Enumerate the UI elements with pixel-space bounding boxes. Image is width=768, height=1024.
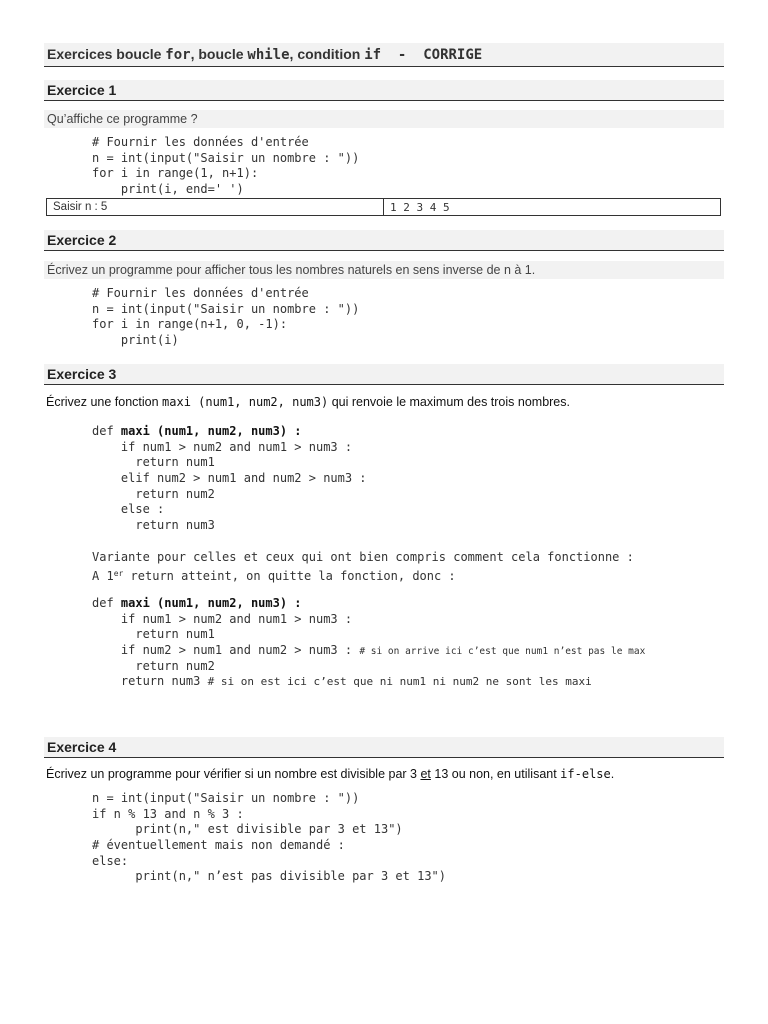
code-comment: # si on est ici c’est que ni num1 ni num2 ne sont les maxi	[207, 675, 592, 689]
variant-line: Variante pour celles et ceux qui ont bien compris comment cela fonctionne :	[92, 550, 634, 564]
code-line	[92, 674, 645, 690]
question-text: Écrivez une fonction	[46, 395, 163, 409]
table-row	[47, 199, 721, 216]
title-keyword-for: for	[165, 47, 191, 63]
variant-text: return atteint, on quitte la fonction, donc :	[123, 568, 456, 583]
code-line: for i in range(n+1, 0, -1):	[92, 317, 288, 332]
exercise-3-code-b	[92, 596, 645, 690]
code-line: n = int(input("Saisir un nombre : "))	[92, 301, 360, 316]
code-line: n = int(input("Saisir un nombre : "))	[92, 150, 360, 165]
result-output-cell: 1 2 3 4 5	[384, 199, 721, 216]
exercise-3-variant-text	[92, 550, 634, 581]
question-text: .	[610, 767, 615, 781]
exercise-3-question	[46, 393, 570, 411]
code-line: # Fournir les données d'entrée	[92, 135, 309, 149]
code-text: if num2 > num1 and num2 > num3 :	[92, 643, 360, 658]
title-keyword-while: while	[247, 47, 290, 63]
title-corrige: - CORRIGE	[381, 47, 483, 63]
code-line: return num1	[92, 455, 215, 470]
question-text: 13 ou non, en utilisant	[430, 767, 561, 781]
code-line: print(i)	[92, 333, 179, 348]
code-line: print(i, end=' ')	[92, 182, 244, 197]
exercise-2-code	[92, 286, 359, 349]
code-line	[92, 424, 367, 440]
code-line: else :	[92, 502, 165, 517]
variant-superscript: er	[113, 568, 124, 578]
title-text-2: , boucle	[190, 46, 248, 62]
exercise-4-question	[46, 765, 614, 783]
code-line: else:	[92, 853, 129, 868]
code-line: if num1 > num2 and num1 > num3 :	[92, 611, 353, 626]
code-line: elif num2 > num1 and num2 > num3 :	[92, 471, 367, 486]
code-line: return num3	[92, 518, 215, 533]
question-code: maxi (num1, num2, num3)	[162, 395, 329, 409]
question-text: Écrivez un programme pour vérifier si un nombre est divisible par 3	[46, 767, 421, 781]
exercise-1-code	[92, 135, 359, 198]
variant-text: A 1	[92, 568, 114, 583]
title-text-3: , condition	[289, 46, 365, 62]
code-def-line: def maxi (num1, num2, num3) :	[92, 424, 302, 438]
exercise-2-question: Écrivez un programme pour afficher tous les nombres naturels en sens inverse de n à 1.	[44, 261, 724, 279]
code-line: def maxi (num1, num2, num3) :	[92, 596, 302, 610]
document-title	[44, 43, 724, 67]
question-underlined: et	[420, 767, 431, 781]
exercise-4-heading: Exercice 4	[44, 737, 724, 758]
code-line: # éventuellement mais non demandé :	[92, 838, 345, 853]
code-line: return num2	[92, 486, 215, 501]
code-comment: # si on arrive ici c’est que num1 n’est pas le max	[359, 646, 646, 658]
exercise-4-code	[92, 791, 446, 885]
variant-line	[92, 566, 634, 582]
exercise-3-heading: Exercice 3	[44, 364, 724, 385]
title-keyword-if: if	[364, 47, 382, 63]
exercise-3-code-a	[92, 424, 367, 534]
code-line: return num1	[92, 627, 215, 642]
exercise-2-heading: Exercice 2	[44, 230, 724, 251]
code-line: if num1 > num2 and num1 > num3 :	[92, 439, 353, 454]
code-line: for i in range(1, n+1):	[92, 166, 259, 181]
exercise-1-heading: Exercice 1	[44, 80, 724, 101]
code-line	[92, 643, 645, 659]
title-text-1: Exercices boucle	[47, 46, 166, 62]
code-line: print(n," est divisible par 3 et 13")	[92, 822, 403, 837]
code-line: n = int(input("Saisir un nombre : "))	[92, 791, 360, 805]
code-text: return num3	[92, 674, 208, 689]
code-line: return num2	[92, 658, 215, 673]
question-text: qui renvoie le maximum des trois nombres.	[328, 395, 570, 409]
code-line: if n % 13 and n % 3 :	[92, 806, 244, 821]
code-line: # Fournir les données d'entrée	[92, 286, 309, 300]
result-input-cell: Saisir n : 5	[47, 199, 384, 216]
code-line: print(n," n’est pas divisible par 3 et 13")	[92, 869, 447, 884]
exercise-1-question: Qu’affiche ce programme ?	[44, 110, 724, 128]
question-code: if-else	[560, 767, 611, 781]
exercise-1-result-table	[46, 198, 721, 216]
